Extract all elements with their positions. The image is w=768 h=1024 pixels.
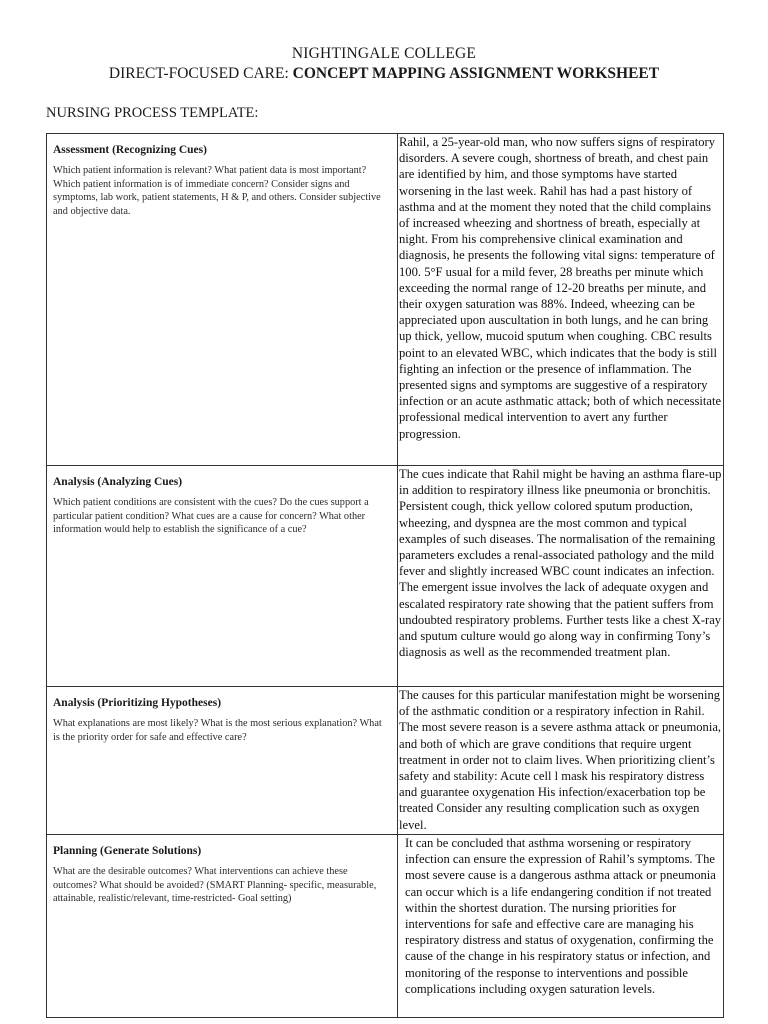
section-heading: Analysis (Analyzing Cues) [53, 476, 183, 488]
section-answer: The cues indicate that Rahil might be having an asthma flare-up in addition to respiratory illness like pneumonia or bronchitis. Persistent cough, thick yellow colored sputum production, wheezing, and dyspnea are the most common and typical examples of such diseases. The normalisation of the remaining parameters excludes a renal-associated pathology and the mild fever and slightly increased WBC count indicates an infection. The emergent issue involves the lack of adequate oxygen and escalated respiratory rate showing that the patient suffers from undoubted respiratory problems. Further tests like a chest X-ray and sputum culture would go along way in confirming Tony’s diagnosis as well as the recommended treatment plan. [399, 467, 722, 660]
section-answer: Rahil, a 25-year-old man, who now suffers signs of respiratory disorders. A severe cough, shortness of breath, and chest pain are identified by him, and those symptoms have started worsening in the last week. Rahil has had a past history of asthma and at the moment they noted that the child complains of increased wheezing and shortness of breath, especially at night. From his comprehensive clinical examination and diagnosis, he presents the following vital signs: temperature of 100. 5°F usual for a mild fever, 28 breaths per minute which exceeding the normal range of 12-20 breaths per minute, and their oxygen saturation was 88%. Indeed, wheezing can be appreciated upon auscultation in both lungs, and he can bring up thick, yellow, mucoid sputum when coughing. CBC results point to an elevated WBC, which indicates that the body is still fighting an infection or the presence of inflammation. The presented signs and symptoms are suggestive of a respiratory infection or an acute asthmatic attack; both of which necessitate professional medical intervention to avert any further progression. [399, 135, 722, 441]
section-question: What explanations are most likely? What is the most serious explanation? What is the priority order for safe and effective care? [53, 718, 382, 743]
course-prefix: DIRECT-FOCUSED CARE: [108, 65, 293, 82]
response-cell [398, 687, 724, 835]
table-row-assessment [47, 134, 724, 466]
section-heading: Planning (Generate Solutions) [53, 845, 202, 857]
section-heading: Analysis (Prioritizing Hypotheses) [53, 697, 222, 709]
section-answer: The causes for this particular manifestation might be worsening of the asthmatic condition or a respiratory infection in Rahil. The most severe reason is a severe asthma attack or pneumonia, and both of which are grave conditions that require urgent treatment in order not to claim lives. When prioritizing client’s safety and stability: Acute cell l mask his respiratory distress and guarantee oxygenation His infection/exacerbation top be treated Consider any resulting complication such as oxygen level. [399, 688, 722, 832]
section-question: Which patient conditions are consistent with the cues? Do the cues support a particular patient condition? What cues are a cause for concern? What other information would help to establish the significance of a cue? [53, 497, 369, 535]
table-row-prioritizing-hypotheses [47, 687, 724, 835]
document-header [0, 44, 768, 84]
prompt-cell [47, 835, 398, 1018]
section-answer: It can be concluded that asthma worsening or respiratory infection can ensure the expression of Rahil’s symptoms. The most severe cause is a dangerous asthma attack or pneumonia can occur which is a life endangering condition if not treated within the shortest duration. The nursing priorities for interventions for safe and effective care are managing his respiratory distress and status of oxygenation, confirming the cause of the change in his respiratory status or infection, and monitoring of the response to interventions and possible complications including oxygen saturation levels. [405, 836, 716, 996]
prompt-cell [47, 134, 398, 466]
nursing-process-table [46, 133, 724, 1018]
response-cell [398, 134, 724, 466]
table-row-analyzing-cues [47, 466, 724, 687]
template-label: NURSING PROCESS TEMPLATE: [46, 105, 259, 121]
prompt-cell [47, 687, 398, 835]
response-cell [398, 466, 724, 687]
response-cell [398, 835, 724, 1018]
prompt-cell [47, 466, 398, 687]
worksheet-title: CONCEPT MAPPING ASSIGNMENT WORKSHEET [292, 65, 660, 82]
section-question: Which patient information is relevant? What patient data is most important? Which patient information is of immediate concern? Consider signs and symptoms, lab work, patient statements, H & P, and others. Consider subjective and objective data. [53, 165, 381, 217]
college-name: NIGHTINGALE COLLEGE [291, 45, 477, 62]
table-row-planning [47, 835, 724, 1018]
section-heading: Assessment (Recognizing Cues) [53, 144, 207, 156]
worksheet-title-line [0, 64, 768, 84]
section-question: What are the desirable outcomes? What interventions can achieve these outcomes? What should be avoided? (SMART Planning- specific, measurable, attainable, realistic/relevant, time-restricted- Goal setting) [53, 866, 377, 904]
